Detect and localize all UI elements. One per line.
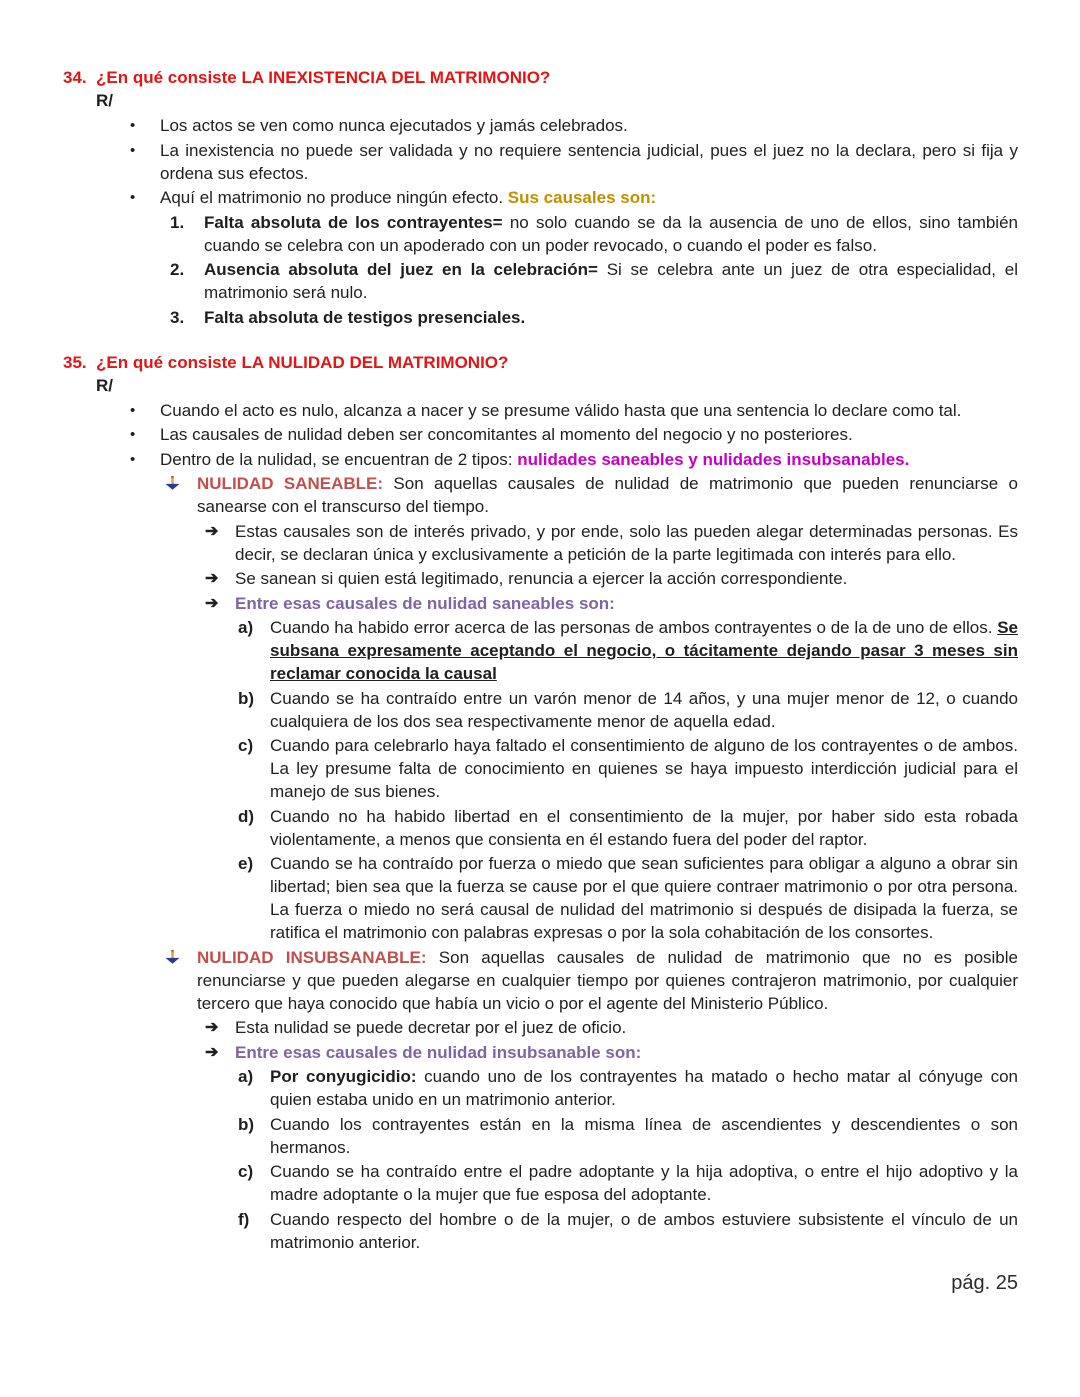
letter-label: b) — [238, 1114, 255, 1134]
numbered-item — [170, 211, 1018, 257]
saneable-title: NULIDAD SANEABLE: — [197, 474, 384, 493]
answer-label-35: R/ — [96, 375, 113, 395]
letter-label: d) — [238, 806, 255, 826]
letter-item — [238, 1160, 1018, 1206]
arrow-icon: ➔ — [205, 570, 219, 587]
arrow-item-text: Estas causales son de interés privado, y por ende, solo las pueden alegar determinadas personas. Es decir, se declaran única y exclusivamente a petición de la parte legitimada con interés para ello. — [235, 521, 1018, 564]
list-item — [130, 448, 1018, 471]
item-number: 3. — [170, 307, 185, 327]
letter-item — [238, 1065, 1018, 1111]
arrow-item-text: Se sanean si quien está legitimado, renuncia a ejercer la acción correspondiente. — [235, 569, 848, 588]
insubsanable-causales-heading: Entre esas causales de nulidad insubsanable son: — [235, 1042, 642, 1062]
letter-item-text — [270, 1065, 1018, 1111]
bullet-text — [160, 448, 1018, 471]
insubsanable-title: NULIDAD INSUBSANABLE: — [197, 947, 427, 967]
arrow-item — [205, 1041, 1018, 1064]
question-34-number: 34. — [63, 68, 87, 87]
conyugicidio-bold: Por conyugicidio: — [270, 1067, 417, 1086]
question-35-number: 35. — [63, 352, 87, 372]
item-number: 1. — [170, 212, 185, 232]
saneable-block-heading — [165, 472, 1018, 518]
question-35-heading — [63, 351, 1018, 374]
arrow-item — [205, 592, 1018, 615]
numbered-item — [170, 306, 1018, 329]
numbered-item-text — [204, 211, 1018, 257]
down-arrow-bullet-icon — [165, 946, 197, 969]
numbered-item-text — [204, 258, 1018, 304]
arrow-item — [205, 567, 1018, 590]
bullet-text: La inexistencia no puede ser validada y no requiere sentencia judicial, pues el juez no la declara, pero si fija y ordena sus efectos. — [160, 140, 1018, 183]
list-item — [130, 423, 1018, 446]
down-arrow-bullet-icon — [165, 472, 197, 495]
nulidades-highlight: nulidades saneables y nulidades insubsanables. — [517, 449, 910, 469]
letter-item — [238, 1113, 1018, 1159]
page-number: pág. 25 — [951, 1272, 1018, 1294]
bullet-icon: • — [130, 189, 136, 206]
question-34-heading — [63, 66, 1018, 89]
letter-label: a) — [238, 618, 254, 637]
letter-item — [238, 805, 1018, 851]
arrow-item-text: Esta nulidad se puede decretar por el juez de oficio. — [235, 1018, 627, 1037]
bullet-text: Cuando el acto es nulo, alcanza a nacer y se presume válido hasta que una sentencia lo declare como tal. — [160, 400, 962, 420]
bullet-text: Los actos se ven como nunca ejecutados y jamás celebrados. — [160, 116, 628, 135]
letter-item-text: Cuando no ha habido libertad en el consentimiento de la mujer, por haber sido esta robada violentamente, a menos que consienta en él estando fuera del poder del raptor. — [270, 806, 1018, 849]
insubsanable-intro: Son aquellas causales de nulidad de matrimonio que no es posible renunciarse y que pueden alegarse en cualquier tiempo por quienes contrajeron matrimonio, por cualquier tercero que haya conocido que había un vicio o por el agente del Ministerio Público. — [197, 947, 1018, 1013]
letter-item-text — [270, 616, 1018, 685]
numbered-item — [170, 258, 1018, 304]
arrow-item — [205, 1016, 1018, 1039]
letter-item-text: Cuando los contrayentes están en la misma línea de ascendientes y descendientes o son hermanos. — [270, 1114, 1018, 1157]
saneable-intro: Son aquellas causales de nulidad de matrimonio que pueden renunciarse o sanearse con el transcurso del tiempo. — [197, 474, 1018, 516]
section-question-35 — [63, 351, 1018, 1254]
bullet-icon: • — [130, 450, 136, 468]
letter-label: c) — [238, 736, 254, 755]
saneable-causales-heading: Entre esas causales de nulidad saneables son: — [235, 593, 615, 613]
arrow-icon: ➔ — [205, 594, 219, 612]
item-text: cuando uno de los contrayentes ha matado o hecho matar al cónyuge con quien estaba unido en un matrimonio anterior. — [270, 1067, 1018, 1109]
list-item — [130, 114, 1018, 137]
letter-label: f) — [238, 1209, 250, 1229]
bullet-text — [160, 186, 1018, 209]
bullet-icon: • — [130, 141, 136, 159]
insubsanable-block-heading — [165, 946, 1018, 1015]
arrow-item — [205, 520, 1018, 566]
letter-item-text: Cuando se ha contraído por fuerza o miedo que sean suficientes para obligar a alguno a obrar sin libertad; bien sea que la fuerza se cause por el que quiere contraer matrimonio o por otra persona. La fuerza o miedo no será causal de nulidad del matrimonio si después de disipada la fuerza, se ratifica el matrimonio con palabras expresas o por la sola cohabitación de los consortes. — [270, 854, 1018, 942]
letter-item-text: Cuando para celebrarlo haya faltado el consentimiento de alguno de los contrayentes o de ambos. La ley presume falta de conocimiento en quienes se haya impuesto interdicción judicial para el manejo de sus bienes. — [270, 736, 1018, 801]
question-35-title: ¿En qué consiste LA NULIDAD DEL MATRIMONIO? — [96, 352, 509, 372]
section-question-34 — [63, 66, 1018, 329]
numbered-item-text: Falta absoluta de testigos presenciales. — [204, 307, 526, 327]
letter-item-text: Cuando se ha contraído entre el padre adoptante y la hija adoptiva, o entre el hijo adoptivo y la madre adoptante o la mujer que fue esposa del adoptante. — [270, 1162, 1018, 1204]
item-number: 2. — [170, 260, 185, 279]
letter-label: a) — [238, 1067, 254, 1086]
arrow-icon: ➔ — [205, 1043, 219, 1061]
list-item — [130, 186, 1018, 209]
bullet-text-plain: Aquí el matrimonio no produce ningún efecto. — [160, 188, 508, 207]
letter-item — [238, 734, 1018, 803]
answer-label-34: R/ — [96, 91, 113, 110]
item-text: Si se celebra ante un juez de otra especialidad, el matrimonio será nulo. — [204, 260, 1018, 302]
bullet-text: Las causales de nulidad deben ser concomitantes al momento del negocio y no posteriores. — [160, 425, 853, 444]
letter-item-text: Cuando respecto del hombre o de la mujer, o de ambos estuviere subsistente el vínculo de un matrimonio anterior. — [270, 1209, 1018, 1252]
question-34-title: ¿En qué consiste LA INEXISTENCIA DEL MATRIMONIO? — [96, 68, 551, 87]
item-text: no solo cuando se da la ausencia de uno de ellos, sino también cuando se celebra con un apoderado con un poder revocado, o cuando el poder es falso. — [204, 212, 1018, 255]
subsana-underline-text: Se subsana expresamente aceptando el negocio, o tácitamente dejando pasar 3 meses sin reclamar conocida la causal — [270, 618, 1018, 683]
arrow-icon: ➔ — [205, 1019, 219, 1036]
list-item — [130, 139, 1018, 185]
bullet-icon: • — [130, 401, 136, 419]
item-text: Cuando ha habido error acerca de las personas de ambos contrayentes o de la de uno de ellos. — [270, 618, 998, 637]
arrow-icon: ➔ — [205, 522, 219, 540]
letter-item — [238, 852, 1018, 944]
letter-item — [238, 616, 1018, 685]
saneable-definition — [197, 472, 1018, 518]
letter-item-text: Cuando se ha contraído entre un varón menor de 14 años, y una mujer menor de 12, o cuando cualquiera de los dos sea respectivamente menor de aquella edad. — [270, 688, 1018, 731]
bullet-text-plain: Dentro de la nulidad, se encuentran de 2 tipos: — [160, 449, 518, 469]
bullet-icon: • — [130, 426, 136, 443]
causales-highlight: Sus causales son: — [507, 188, 657, 207]
insubsanable-definition — [197, 946, 1018, 1015]
list-item — [130, 399, 1018, 422]
letter-label: e) — [238, 854, 254, 873]
letter-item — [238, 1208, 1018, 1254]
bullet-icon: • — [130, 117, 136, 134]
letter-item — [238, 687, 1018, 733]
item-lead-bold: Falta absoluta de los contrayentes= — [204, 212, 503, 232]
letter-label: b) — [238, 688, 255, 708]
letter-label: c) — [238, 1162, 254, 1181]
item-lead-bold: Ausencia absoluta del juez en la celebración= — [204, 260, 598, 279]
